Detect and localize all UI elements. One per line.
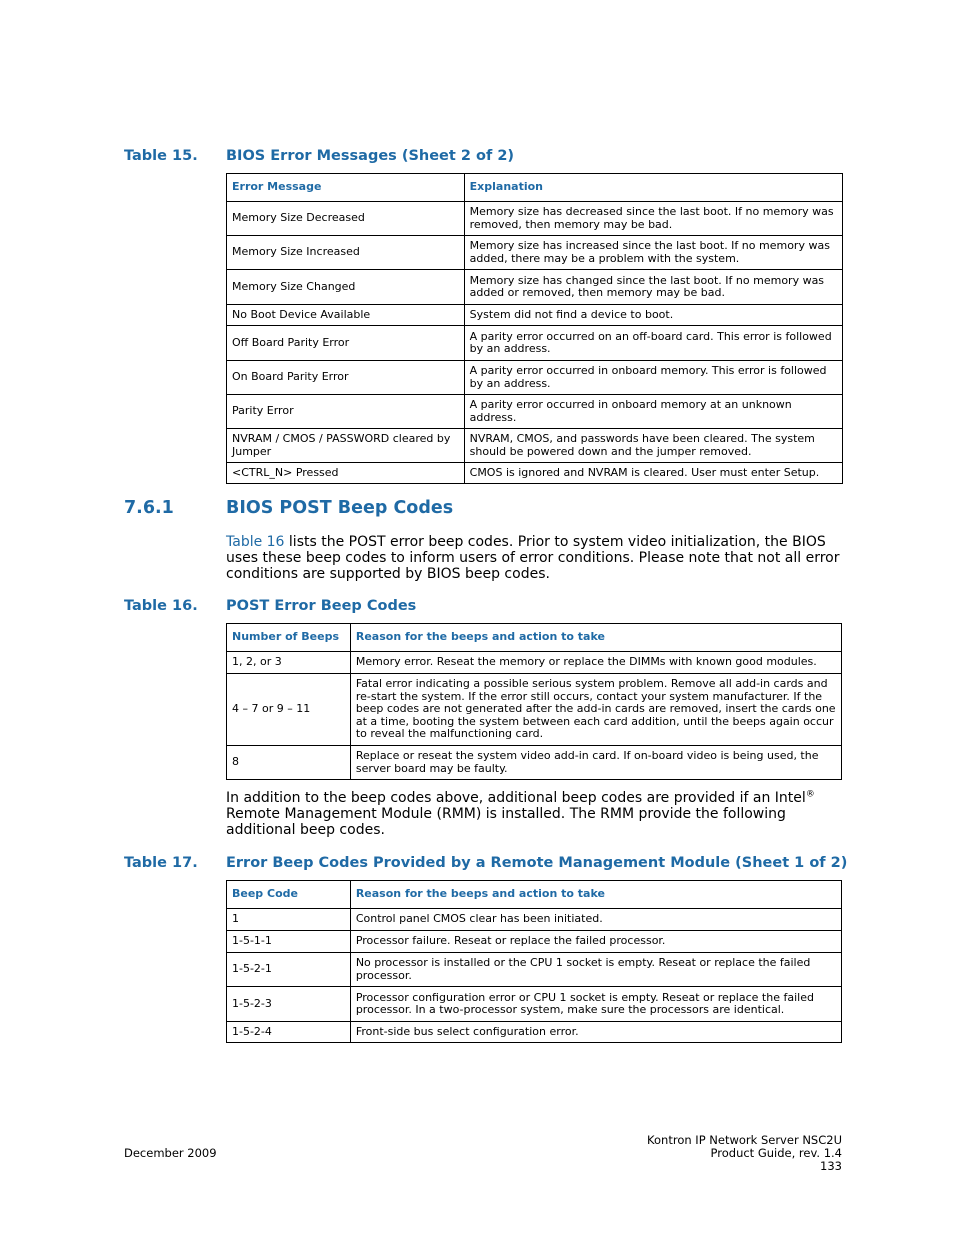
table-cell: Fatal error indicating a possible serious system problem. Remove all add-in cards and re-start the system. If the error still occurs, contact your system manufacturer. If the beep codes are not generated after the add-in cards are removed, insert the cards one at a time, booting the system between each card addition, until the beeps again occur to reveal the malfunctioning card. — [350, 674, 841, 746]
table15-number: Table 15. — [124, 148, 198, 164]
table16-header-cell: Reason for the beeps and action to take — [350, 624, 841, 652]
table15-caption — [124, 148, 514, 164]
table-cell: Front-side bus select configuration error. — [350, 1022, 841, 1043]
table-row — [227, 463, 843, 484]
table-cell: Memory Size Changed — [227, 270, 465, 305]
table-cell: A parity error occurred on an off-board card. This error is followed by an address. — [464, 326, 842, 361]
table-row — [227, 202, 843, 236]
table15 — [226, 173, 843, 484]
table16-title: POST Error Beep Codes — [226, 598, 417, 614]
footer-guide: Product Guide, rev. 1.4 — [710, 1146, 842, 1160]
table16-header-row — [227, 624, 842, 652]
table-cell: 1-5-2-3 — [227, 987, 351, 1022]
table-cell: Memory size has changed since the last boot. If no memory was added or removed, then memory may be bad. — [464, 270, 842, 305]
table-cell: 1 — [227, 909, 351, 931]
table17-title: Error Beep Codes Provided by a Remote Management Module (Sheet 1 of 2) — [226, 855, 848, 871]
table-cell: Replace or reseat the system video add-in card. If on-board video is being used, the server board may be faulty. — [350, 746, 841, 780]
table-cell: CMOS is ignored and NVRAM is cleared. User must enter Setup. — [464, 463, 842, 484]
table-cell: A parity error occurred in onboard memory at an unknown address. — [464, 395, 842, 429]
table-cell: On Board Parity Error — [227, 361, 465, 395]
table-cell: System did not find a device to boot. — [464, 305, 842, 326]
table-cell: Control panel CMOS clear has been initiated. — [350, 909, 841, 931]
table-cell: 8 — [227, 746, 351, 780]
table-row — [227, 1022, 842, 1043]
table-cell: Processor configuration error or CPU 1 socket is empty. Reseat or replace the failed processor. In a two-processor system, make sure the processors are identical. — [350, 987, 841, 1022]
table-cell: NVRAM, CMOS, and passwords have been cleared. The system should be powered down and the jumper removed. — [464, 429, 842, 463]
table17-header-cell: Reason for the beeps and action to take — [350, 881, 841, 909]
table-cell: 4 – 7 or 9 – 11 — [227, 674, 351, 746]
footer-date: December 2009 — [124, 1146, 217, 1160]
table16-header-cell: Number of Beeps — [227, 624, 351, 652]
table-cell: Memory error. Reseat the memory or replace the DIMMs with known good modules. — [350, 652, 841, 674]
table-cell: <CTRL_N> Pressed — [227, 463, 465, 484]
table-cell: 1, 2, or 3 — [227, 652, 351, 674]
table-row — [227, 305, 843, 326]
footer-product: Kontron IP Network Server NSC2U — [647, 1133, 842, 1147]
table-row — [227, 909, 842, 931]
table-cell: NVRAM / CMOS / PASSWORD cleared by Jumper — [227, 429, 465, 463]
table16 — [226, 623, 842, 780]
table-row — [227, 395, 843, 429]
table-row — [227, 270, 843, 305]
table-row — [227, 361, 843, 395]
table17-header-cell: Beep Code — [227, 881, 351, 909]
table-cell: Off Board Parity Error — [227, 326, 465, 361]
table-cell: Processor failure. Reseat or replace the failed processor. — [350, 931, 841, 953]
table15-header-row — [227, 174, 843, 202]
table-row — [227, 987, 842, 1022]
footer-right — [647, 1134, 842, 1173]
section-title: BIOS POST Beep Codes — [226, 498, 454, 518]
table-row — [227, 429, 843, 463]
table-row — [227, 236, 843, 270]
table-cell: Parity Error — [227, 395, 465, 429]
table-cell: No processor is installed or the CPU 1 socket is empty. Reseat or replace the failed processor. — [350, 953, 841, 987]
table17-caption — [124, 855, 847, 871]
table17-header-row — [227, 881, 842, 909]
table16-number: Table 16. — [124, 598, 198, 614]
table15-header-cell: Error Message — [227, 174, 465, 202]
table-cell: Memory Size Decreased — [227, 202, 465, 236]
table17 — [226, 880, 842, 1043]
table17-number: Table 17. — [124, 855, 198, 871]
table-cell: A parity error occurred in onboard memory. This error is followed by an address. — [464, 361, 842, 395]
rmm-paragraph-end: Remote Management Module (RMM) is installed. The RMM provide the following additional beep codes. — [226, 806, 786, 838]
table-cell: 1-5-1-1 — [227, 931, 351, 953]
table-cell: Memory Size Increased — [227, 236, 465, 270]
table-cell: 1-5-2-1 — [227, 953, 351, 987]
section-intro-paragraph — [226, 534, 842, 582]
table-cell: Memory size has decreased since the last boot. If no memory was removed, then memory may be bad. — [464, 202, 842, 236]
table-cell: No Boot Device Available — [227, 305, 465, 326]
rmm-paragraph — [226, 790, 842, 838]
table-row — [227, 746, 842, 780]
table-row — [227, 931, 842, 953]
table-row — [227, 652, 842, 674]
section-number: 7.6.1 — [124, 498, 174, 518]
footer-page-number: 133 — [820, 1159, 842, 1173]
table-row — [227, 674, 842, 746]
table-cell: Memory size has increased since the last boot. If no memory was added, there may be a problem with the system. — [464, 236, 842, 270]
table15-header-cell: Explanation — [464, 174, 842, 202]
table-row — [227, 953, 842, 987]
table-row — [227, 326, 843, 361]
table-cell: 1-5-2-4 — [227, 1022, 351, 1043]
table15-title: BIOS Error Messages (Sheet 2 of 2) — [226, 148, 515, 164]
registered-mark: ® — [805, 789, 815, 800]
table16-caption — [124, 598, 416, 614]
section-heading — [124, 498, 453, 518]
table16-link[interactable]: Table 16 — [226, 534, 285, 550]
rmm-paragraph-start: In addition to the beep codes above, additional beep codes are provided if an Intel — [226, 790, 806, 806]
section-intro-text: lists the POST error beep codes. Prior to system video initialization, the BIOS uses these beep codes to inform users of error conditions. Please note that not all error conditions are supported by BIOS beep codes. — [226, 534, 840, 582]
